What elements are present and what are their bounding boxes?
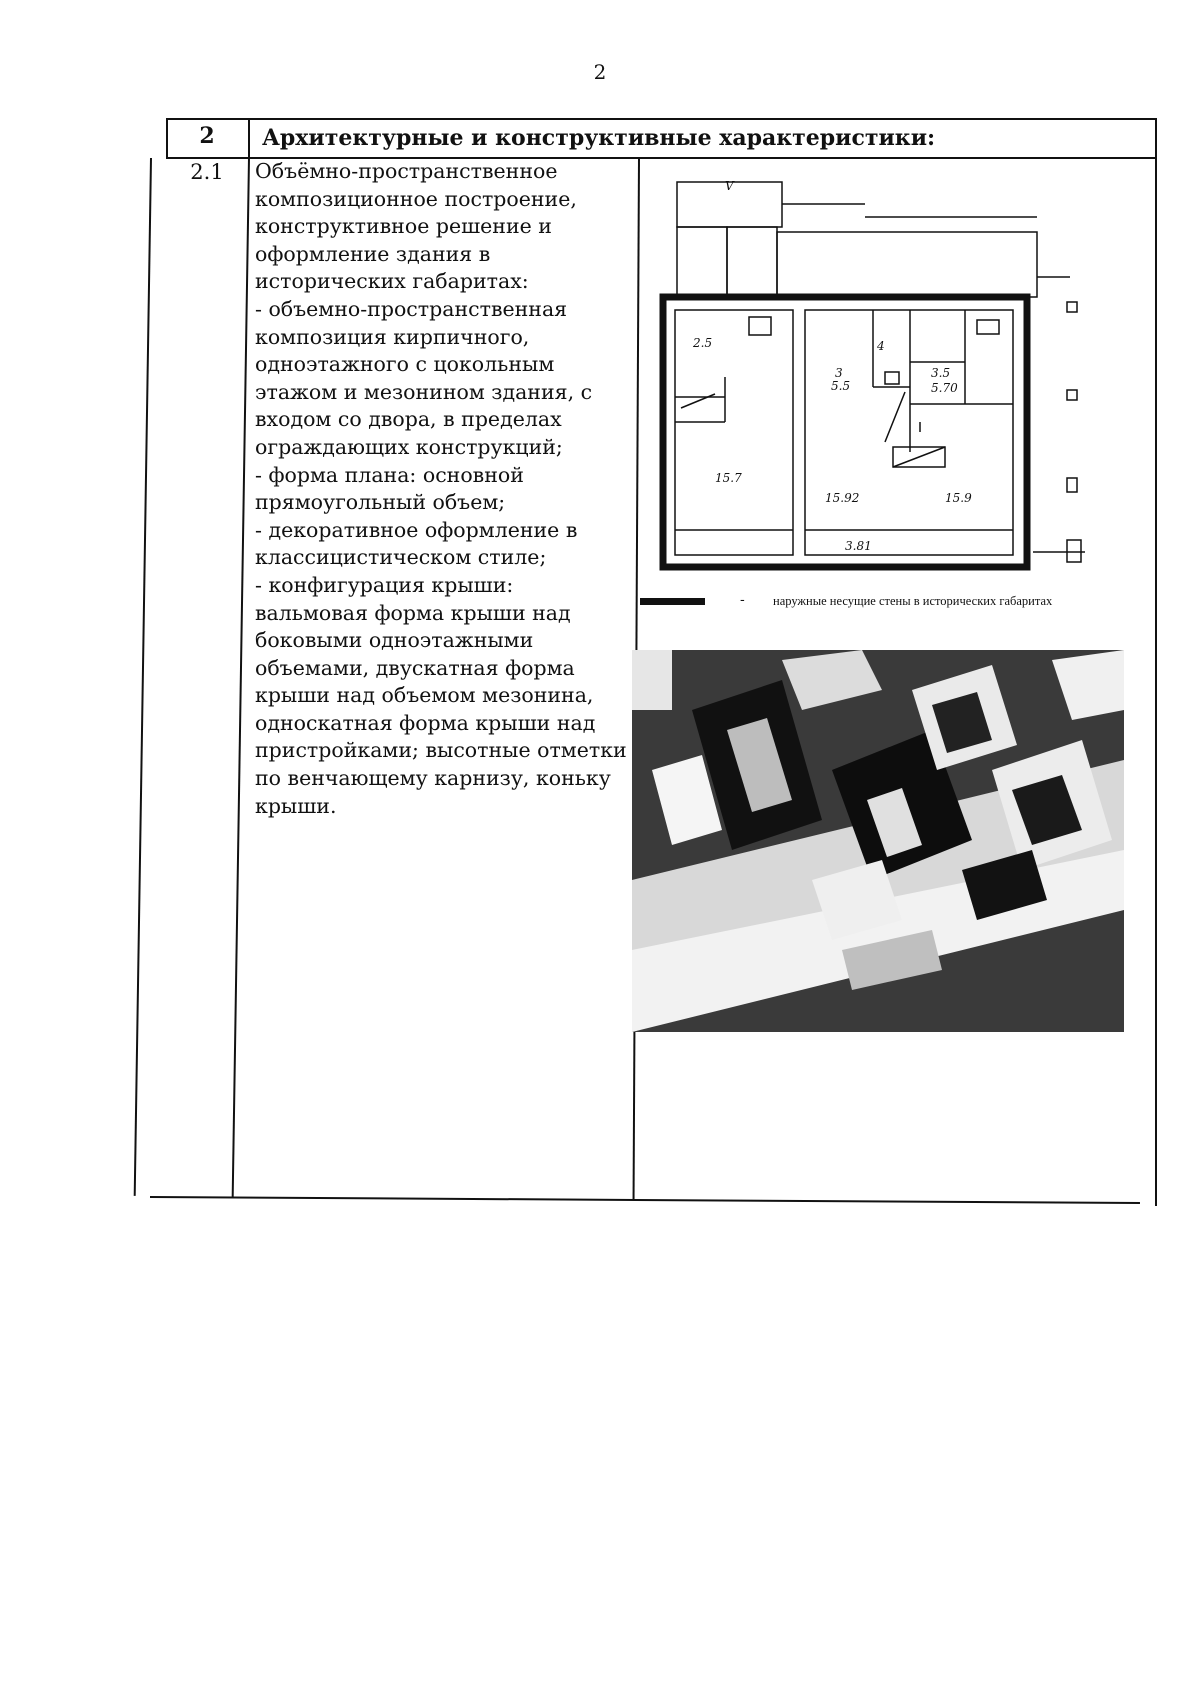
aerial-photo: [632, 650, 1124, 1032]
table-column-divider-1-lower: [232, 158, 250, 1198]
table-column-divider-1: [248, 118, 250, 158]
table-border-left-lower: [134, 158, 152, 1196]
description-line: композиционное построение,: [255, 186, 577, 211]
table-border-top: [166, 118, 1156, 120]
plan-label: V: [725, 179, 734, 193]
description-line: - конфигурация крыши:: [255, 572, 514, 597]
plan-label: 4: [877, 339, 885, 353]
description-line: - форма плана: основной: [255, 462, 524, 487]
description-line: крыши.: [255, 793, 337, 818]
table-border-bottom: [150, 1196, 1140, 1204]
row-description: [255, 158, 625, 820]
header-title: Архитектурные и конструктивные характеристики:: [262, 125, 936, 151]
description-line: пристройками; высотные отметки: [255, 738, 627, 763]
description-line: исторических габаритах:: [255, 269, 529, 294]
plan-label: 15.9: [945, 491, 972, 505]
table-border-right: [1155, 118, 1157, 1206]
plan-label: 5.5: [831, 379, 851, 393]
plan-label: 3.5: [931, 366, 951, 380]
description-line: крыши над объемом мезонина,: [255, 683, 594, 708]
legend-wall-swatch: [640, 598, 705, 605]
plan-room-right: [805, 310, 1013, 555]
legend-text: наружные несущие стены в исторических габаритах: [773, 594, 1053, 608]
plan-annex-left: [677, 227, 727, 297]
plan-legend: [640, 592, 1130, 616]
description-line: ограждающих конструкций;: [255, 434, 563, 459]
plan-annex-corridor: [777, 232, 1037, 297]
description-line: конструктивное решение и: [255, 214, 552, 239]
description-line: оформление здания в: [255, 241, 491, 266]
description-line: этажом и мезонином здания, с: [255, 379, 593, 404]
description-line: боковыми одноэтажными: [255, 628, 534, 653]
description-line: прямоугольный объем;: [255, 490, 506, 515]
plan-label: 15.92: [825, 491, 860, 505]
description-line: вальмовая форма крыши над: [255, 600, 571, 625]
legend-dash: -: [740, 592, 745, 608]
row-number: 2.1: [190, 160, 224, 184]
plan-label: 2.5: [693, 336, 713, 350]
description-line: Объёмно-пространственное: [255, 159, 558, 183]
floor-plan-drawing: [655, 172, 1095, 572]
description-line: по венчающему карнизу, коньку: [255, 766, 611, 791]
plan-label: 3: [835, 366, 843, 380]
description-line: композиция кирпичного,: [255, 324, 530, 349]
plan-label: 5.70: [931, 381, 958, 395]
plan-label: 15.7: [715, 471, 742, 485]
description-line: - объемно-пространственная: [255, 296, 568, 321]
description-line: односкатная форма крыши над: [255, 710, 596, 735]
plan-annex-mid: [727, 227, 777, 297]
description-line: входом со двора, в пределах: [255, 407, 562, 432]
plan-outer-wall: [663, 297, 1027, 567]
description-line: объемами, двускатная форма: [255, 655, 575, 680]
description-line: - декоративное оформление в: [255, 517, 578, 542]
plan-label: 3.81: [845, 539, 872, 553]
description-line: одноэтажного с цокольным: [255, 352, 555, 377]
header-number: 2: [199, 123, 215, 149]
page-number: 2: [593, 60, 607, 84]
description-line: классицистическом стиле;: [255, 545, 547, 570]
